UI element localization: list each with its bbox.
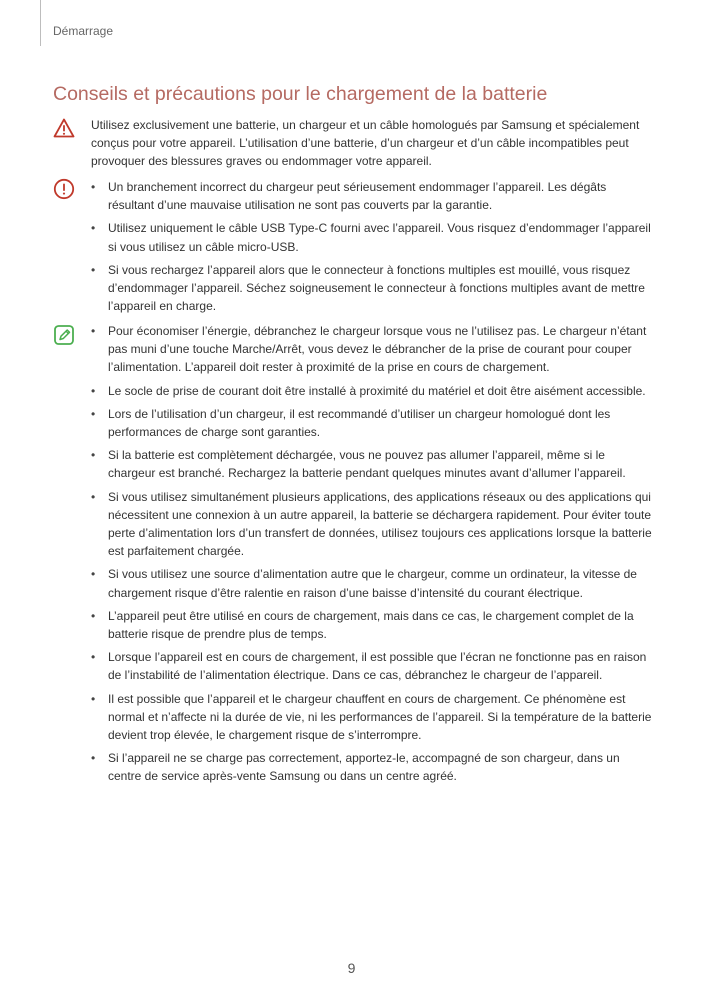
note-item: • Lors de l’utilisation d’un chargeur, il est recommandé d’utiliser un chargeur homologué dont les performances de charge sont garanties. (91, 405, 654, 441)
note-item: • Si vous utilisez simultanément plusieurs applications, des applications réseaux ou des applications qui nécessitent une connexion à un autre appareil, la batterie se déchargera rapidement. Pour éviter toute perte d’alimentation lors d’un transfert de données, utilisez toujours ces applications lorsque la batterie est parfaitement chargée. (91, 488, 654, 561)
caution-circle-icon (53, 178, 75, 200)
note-item: • L’appareil peut être utilisé en cours de chargement, mais dans ce cas, le chargement complet de la batterie risque de prendre plus de temps. (91, 607, 654, 643)
note-item: • Le socle de prise de courant doit être installé à proximité du matériel et doit être aisément accessible. (91, 382, 654, 400)
warning-triangle-icon (53, 117, 75, 139)
caution-item: • Utilisez uniquement le câble USB Type-C fourni avec l’appareil. Vous risquez d’endommager l’appareil si vous utilisez un câble micro-USB. (91, 219, 654, 255)
note-item: • Si l’appareil ne se charge pas correctement, apportez-le, accompagné de son chargeur, dans un centre de service après-vente Samsung ou dans un centre agréé. (91, 749, 654, 785)
note-item: • Lorsque l’appareil est en cours de chargement, il est possible que l’écran ne fonctionne pas en raison de l’instabilité de l’alimentation électrique. Dans ce cas, débranchez le chargeur de l’appareil. (91, 648, 654, 684)
page-number: 9 (347, 960, 356, 976)
caution-list (91, 178, 654, 315)
note-list (91, 322, 654, 786)
margin-rule (40, 0, 41, 46)
note-item: • Il est possible que l’appareil et le chargeur chauffent en cours de chargement. Ce phénomène est normal et n’affecte ni la durée de vie, ni les performances de l’appareil. Si la température de la batterie devient trop élevée, le chargement risque de s’interrompre. (91, 690, 654, 745)
note-item: • Pour économiser l’énergie, débranchez le chargeur lorsque vous ne l’utilisez pas. Le chargeur n’étant pas muni d’une touche Marche/Arrêt, vous devez le débrancher de la prise de courant pour couper l’alimentation. L’appareil doit rester à proximité de la prise en cours de chargement. (91, 322, 654, 377)
note-item: • Si vous utilisez une source d’alimentation autre que le chargeur, comme un ordinateur, la vitesse de chargement risque d’être ralentie en raison d’une baisse d’intensité du courant électrique. (91, 565, 654, 601)
section-label: Démarrage (53, 24, 114, 38)
caution-item: • Si vous rechargez l’appareil alors que le connecteur à fonctions multiples est mouillé, vous risquez d’endommager l’appareil. Séchez soigneusement le connecteur à fonctions multiples avant de mettre l’appareil en charge. (91, 261, 654, 316)
warning-text: Utilisez exclusivement une batterie, un chargeur et un câble homologués par Samsung et spécialement conçus pour votre appareil. L’utilisation d’une batterie, d’un chargeur et d’un câble incompatibles peut provoquer des blessures graves ou endommager votre appareil. (91, 118, 640, 169)
note-pencil-icon (53, 324, 75, 346)
note-item: • Si la batterie est complètement déchargée, vous ne pouvez pas allumer l’appareil, même si le chargeur est branché. Rechargez la batterie pendant quelques minutes avant d’allumer l’appareil. (91, 446, 654, 482)
caution-item: • Un branchement incorrect du chargeur peut sérieusement endommager l’appareil. Les dégâts résultant d’une mauvaise utilisation ne sont pas couverts par la garantie. (91, 178, 654, 214)
page-title: Conseils et précautions pour le chargement de la batterie (53, 83, 548, 105)
